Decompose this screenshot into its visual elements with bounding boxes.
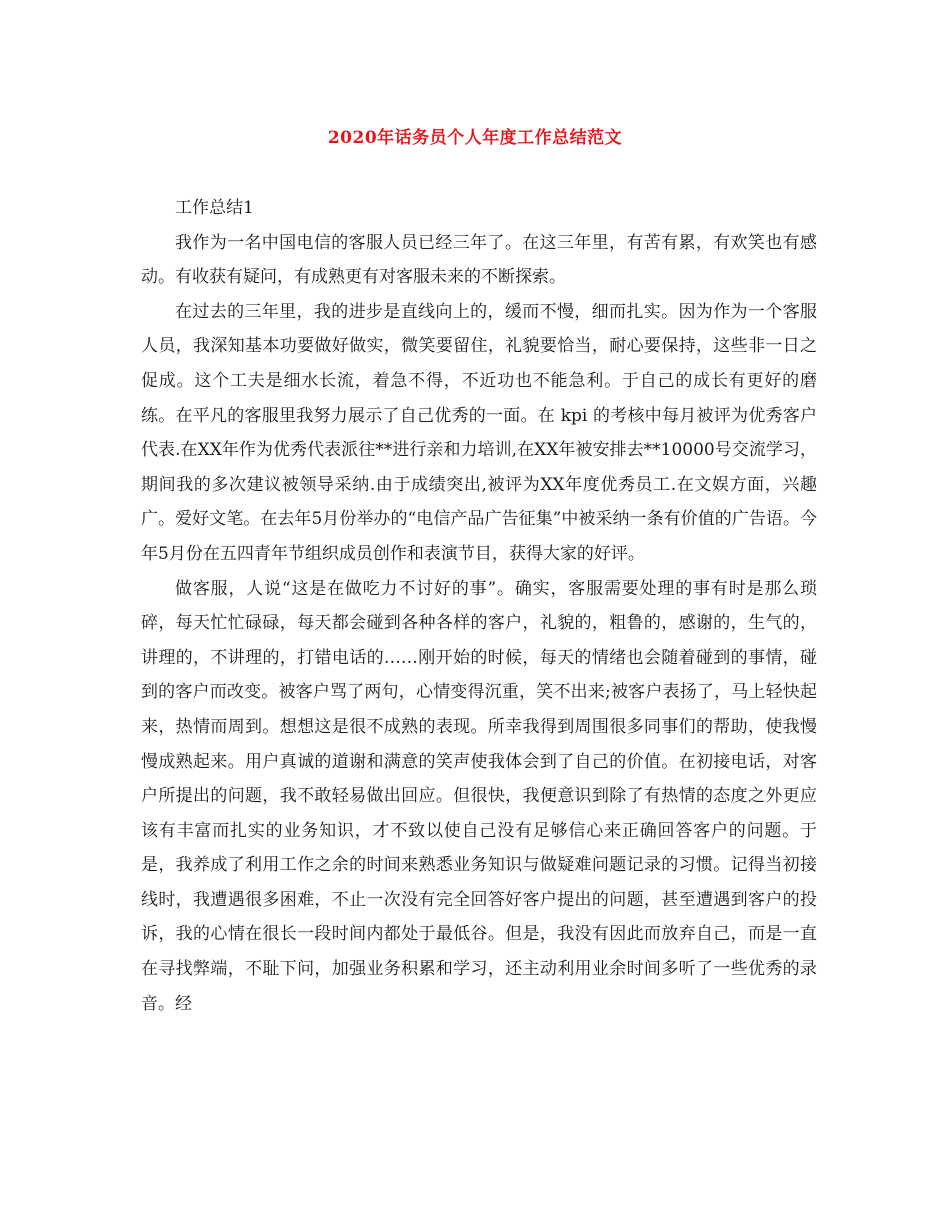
document-body xyxy=(141,191,817,1021)
paragraph: 做客服，人说“这是在做吃力不讨好的事”。确实，客服需要处理的事有时是那么琐碎，每天忙忙碌碌，每天都会碰到各种各样的客户，礼貌的，粗鲁的，感谢的，生气的，讲理的，不讲理的，打错电话的……刚开始的时候，每天的情绪也会随着碰到的事情，碰到的客户而改变。被客户骂了两句，心情变得沉重，笑不出来;被客户表扬了，马上轻快起来，热情而周到。想想这是很不成熟的表现。所幸我得到周围很多同事们的帮助，使我慢慢成熟起来。用户真诚的道谢和满意的笑声使我体会到了自己的价值。在初接电话，对客户所提出的问题，我不敢轻易做出回应。但很快，我便意识到除了有热情的态度之外更应该有丰富而扎实的业务知识，才不致以使自己没有足够信心来正确回答客户的问题。于是，我养成了利用工作之余的时间来熟悉业务知识与做疑难问题记录的习惯。记得当初接线时，我遭遇很多困难，不止一次没有完全回答好客户提出的问题，甚至遭遇到客户的投诉，我的心情在很长一段时间内都处于最低谷。但是，我没有因此而放弃自己，而是一直在寻找弊端，不耻下问，加强业务积累和学习，还主动利用业余时间多听了一些优秀的录音。经 xyxy=(141,578,817,1014)
paragraph: 我作为一名中国电信的客服人员已经三年了。在这三年里，有苦有累，有欢笑也有感动。有收获有疑问，有成熟更有对客服未来的不断探索。 xyxy=(141,232,817,288)
paragraph: 在过去的三年里，我的进步是直线向上的，缓而不慢，细而扎实。因为作为一个客服人员，我深知基本功要做好做实，微笑要留住，礼貌要恰当，耐心要保持，这些非一日之促成。这个工夫是细水长流，着急不得，不近功也不能急利。于自己的成长有更好的磨练。在平凡的客服里我努力展示了自己优秀的一面。在 kpi 的考核中每月被评为优秀客户代表.在XX年作为优秀代表派往**进行亲和力培训,在XX年被安排去**10000号交流学习，期间我的多次建议被领导采纳.由于成绩突出,被评为XX年度优秀员工.在文娱方面，兴趣广。爱好文笔。在去年5月份举办的“电信产品广告征集”中被采纳一条有价值的广告语。今年5月份在五四青年节组织成员创作和表演节目，获得大家的好评。 xyxy=(141,301,817,564)
document-title: 2020年话务员个人年度工作总结范文 xyxy=(327,128,623,148)
section-heading: 工作总结1 xyxy=(175,198,254,218)
